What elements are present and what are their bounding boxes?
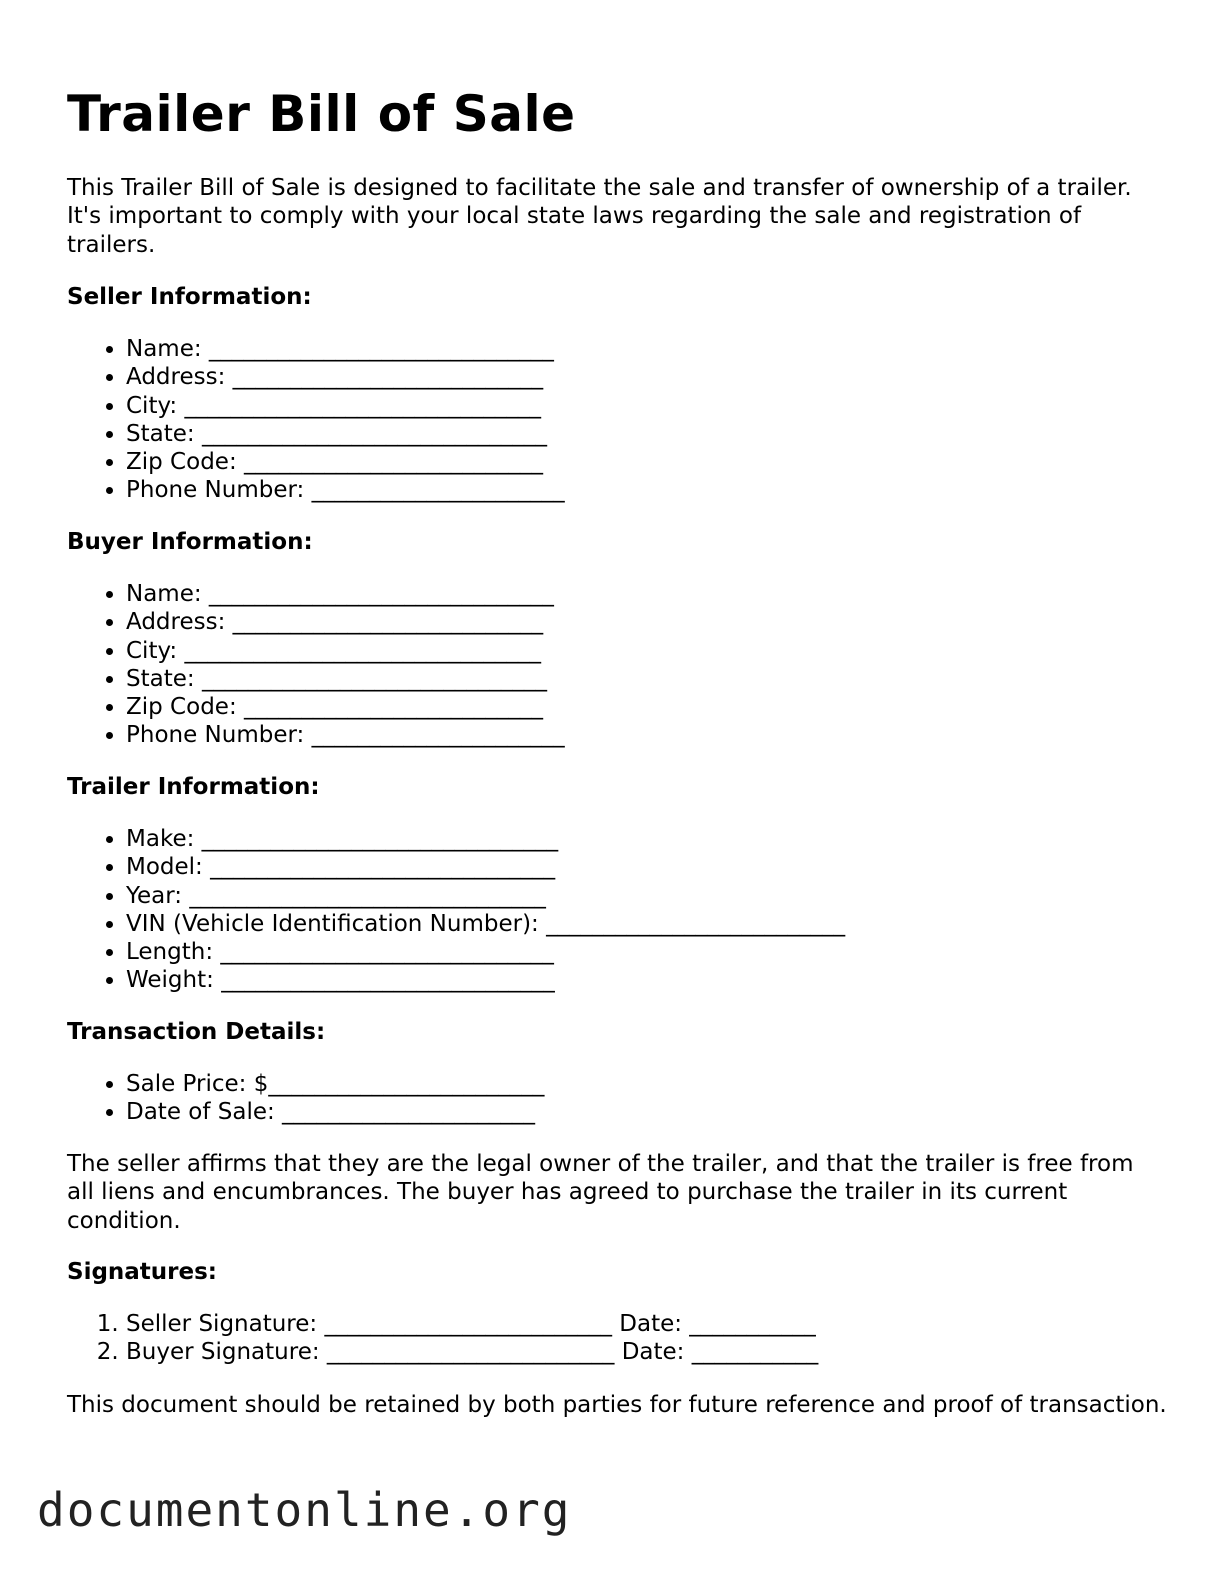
watermark: documentonline.org (37, 1483, 572, 1537)
list-item: 2. Buyer Signature: _________________________ Date: ___________ (126, 1338, 818, 1366)
seller-list (67, 335, 565, 505)
intro-paragraph: This Trailer Bill of Sale is designed to facilitate the sale and transfer of ownership of a trailer. It's important to comply with your local state laws regarding the sale and registration of trailers. (67, 175, 1132, 258)
buyer-list (67, 580, 565, 750)
list-item: • State: ______________________________ (126, 665, 565, 693)
list-item: • Name: ______________________________ (126, 335, 565, 363)
list-item: • Address: ___________________________ (126, 608, 565, 636)
list-item: • Length: _____________________________ (126, 938, 845, 966)
list-item: • Year: _______________________________ (126, 882, 845, 910)
trailer-heading: Trailer Information: (67, 774, 320, 800)
list-item: • Date of Sale: ______________________ (126, 1098, 544, 1126)
list-item: • City: _______________________________ (126, 637, 565, 665)
list-item: • State: ______________________________ (126, 420, 565, 448)
trailer-list (67, 825, 845, 995)
list-item: • Zip Code: __________________________ (126, 448, 565, 476)
signatures-heading: Signatures: (67, 1259, 218, 1285)
list-item: • Name: ______________________________ (126, 580, 565, 608)
transaction-list (67, 1070, 544, 1127)
closing-paragraph: This document should be retained by both parties for future reference and proof of transaction. (67, 1392, 1167, 1418)
transaction-heading: Transaction Details: (67, 1019, 326, 1045)
list-item: • Phone Number: ______________________ (126, 721, 565, 749)
list-item: • Sale Price: $________________________ (126, 1070, 544, 1098)
list-item: • Address: ___________________________ (126, 363, 565, 391)
list-item: • Make: _______________________________ (126, 825, 845, 853)
list-item: • Zip Code: __________________________ (126, 693, 565, 721)
seller-heading: Seller Information: (67, 284, 312, 310)
list-item: • VIN (Vehicle Identification Number): __________________________ (126, 910, 845, 938)
document-title: Trailer Bill of Sale (67, 85, 576, 143)
signatures-list (67, 1310, 818, 1367)
list-item: • City: _______________________________ (126, 392, 565, 420)
list-item: • Weight: _____________________________ (126, 966, 845, 994)
list-item: • Model: ______________________________ (126, 853, 845, 881)
list-item: 1. Seller Signature: _________________________ Date: ___________ (126, 1310, 818, 1338)
list-item: • Phone Number: ______________________ (126, 476, 565, 504)
affirmation-paragraph: The seller affirms that they are the legal owner of the trailer, and that the trailer is free from all liens and encumbrances. The buyer has agreed to purchase the trailer in its current condition. (67, 1151, 1134, 1234)
buyer-heading: Buyer Information: (67, 529, 313, 555)
